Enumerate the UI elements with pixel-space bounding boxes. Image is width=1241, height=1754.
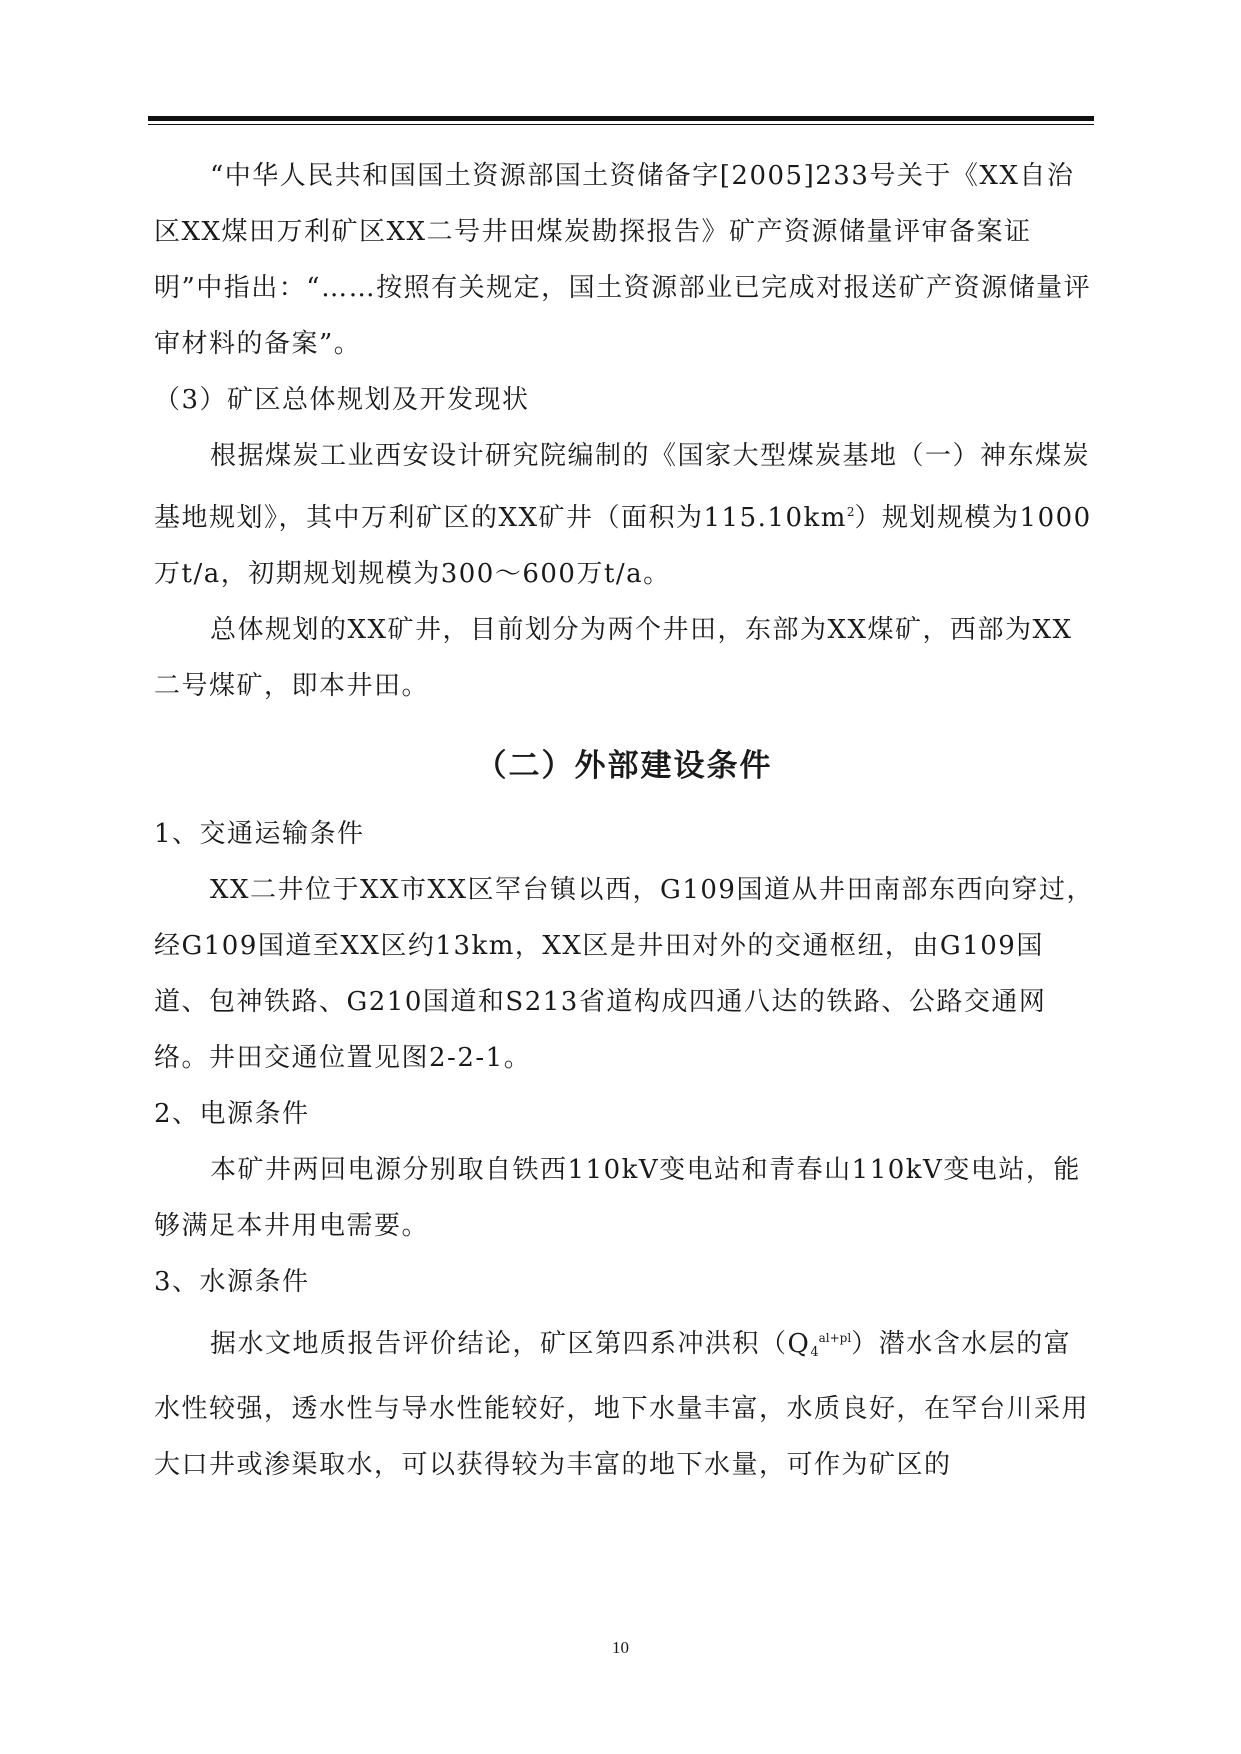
subheading-water: 3、水源条件 [154,1267,310,1297]
subscript-4: 4 [810,1345,819,1360]
paragraph-water-text-1: 据水文地质报告评价结论，矿区第四系冲洪积（Q [210,1329,811,1359]
paragraph-power: 本矿井两回电源分别取自铁西110kV变电站和青春山110kV变电站，能够满足本井用电需要。 [154,1155,1081,1241]
header-rule-thick [148,116,1094,121]
superscript-squared: 2 [846,505,855,519]
paragraph-transport: XX二井位于XX市XX区罕台镇以西，G109国道从井田南部东西向穿过，经G109国道至XX区约13km，XX区是井田对外的交通枢纽，由G109国道、包神铁路、G210国道和S213省道构成四通八达的铁路、公路交通网络。井田交通位置见图2-2-1。 [154,875,1094,1073]
superscript-al-pl: al+pl [818,1331,852,1345]
subheading-mining-planning: （3）矿区总体规划及开发现状 [154,385,530,415]
page-number: 10 [612,1638,629,1657]
paragraph-water-text-2: ）潜水含水层的富水性较强，透水性与导水性能较好，地下水量丰富，水质良好，在罕台川采用大口井或渗渠取水，可以获得较为丰富的地下水量，可作为矿区的 [154,1329,1090,1480]
page-body [154,148,1094,1493]
paragraph-approval-certificate: “中华人民共和国国土资源部国土资储备字[2005]233号关于《XX自治区XX煤田万利矿区XX二号井田煤炭勘探报告》矿产资源储量评审备案证明”中指出：“……按照有关规定，国土资源部业已完成对报送矿产资源储量评审材料的备案”。 [154,161,1092,359]
paragraph-overall-planning: 总体规划的XX矿井，目前划分为两个井田，东部为XX煤矿，西部为XX二号煤矿，即本井田。 [154,615,1073,701]
subheading-power: 2、电源条件 [154,1099,310,1129]
paragraph-base-planning-text-2: ）规划规模为1000万t/a，初期规划规模为300～600万t/a。 [154,503,1092,589]
section-heading-external-conditions: （二）外部建设条件 [475,748,773,784]
paragraph-base-planning-text-1: 根据煤炭工业西安设计研究院编制的《国家大型煤炭基地（一）神东煤炭基地规划》，其中万利矿区的XX矿井（面积为115.10km [154,441,1091,533]
header-rule-thin [148,124,1094,125]
paragraph-base-planning [154,428,1094,602]
paragraph-water [154,1310,1094,1493]
subheading-transport: 1、交通运输条件 [154,819,365,849]
